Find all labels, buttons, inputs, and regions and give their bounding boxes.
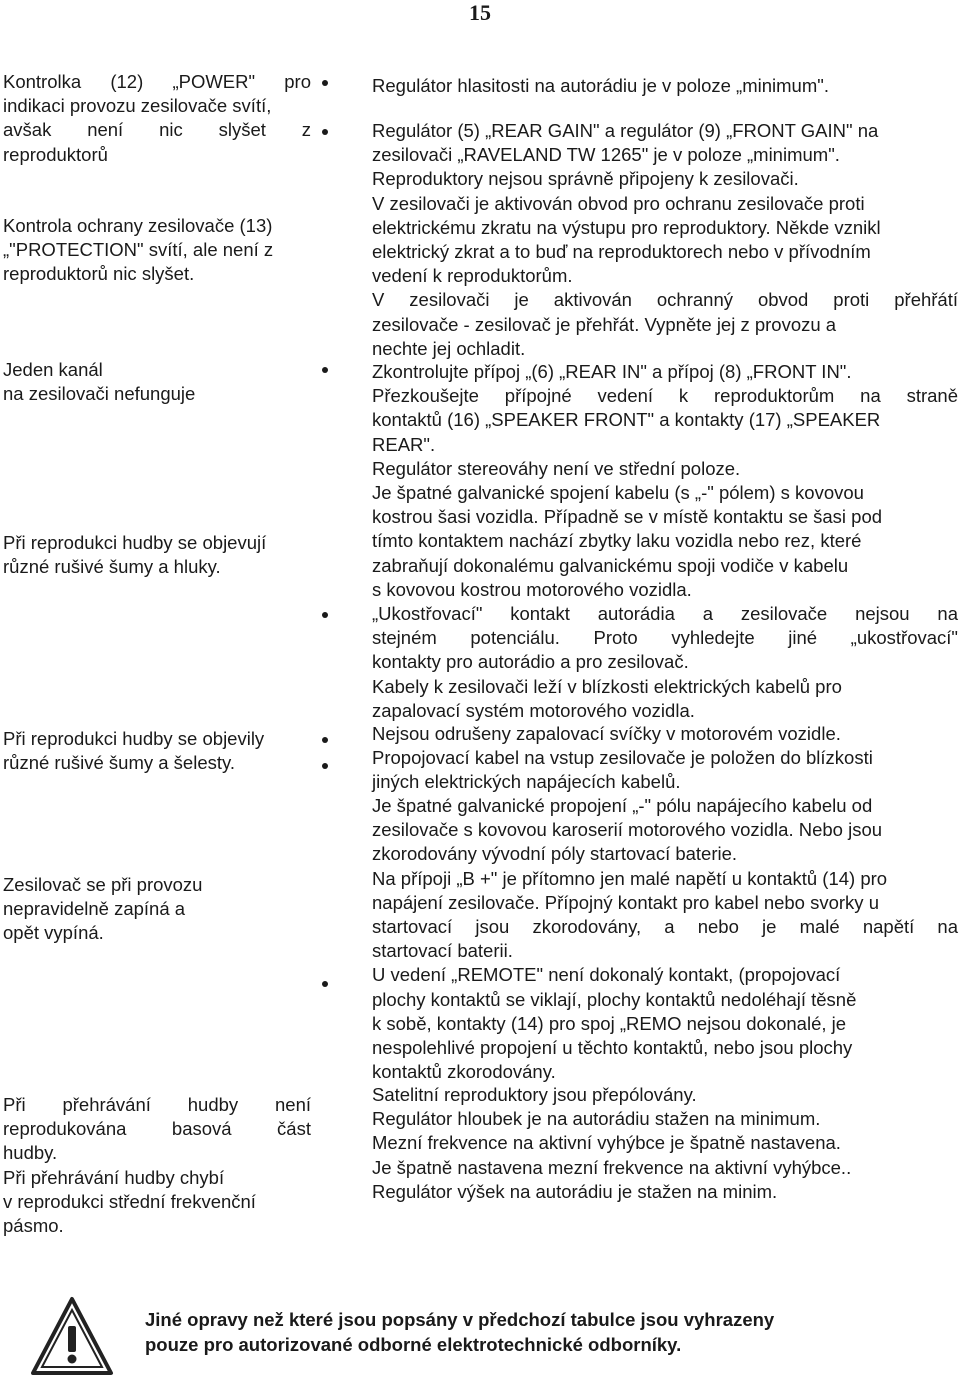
solution-line: REAR". [372,433,436,455]
bullet-icon [322,129,328,135]
bullet-icon [322,981,328,987]
solution-line: elektrickému zkratu na výstupu pro reproduktory. Někde vznikl [372,216,881,238]
solution-line: napájení zesilovače. Přípojný kontakt pro kabel nebo svorky u [372,891,879,913]
problem-line: Při přehrávání hudby chybí [3,1166,225,1188]
problem-line: na zesilovači nefunguje [3,383,196,405]
problem-line: avšak není nic slyšet z [3,119,311,141]
solution-line: zkorodovány vývodní póly startovací baterie. [372,843,738,865]
footer-note [145,1308,925,1357]
bullet-icon [322,737,328,743]
solution-line: Satelitní reproduktory jsou přepólovány. [372,1084,697,1105]
solution-power [372,794,958,1084]
solution-line: Regulátor výšek na autorádiu je stažen na minim. [372,1180,778,1202]
solution-line: „Ukostřovací" kontakt autorádia a zesilovače nejsou na [372,603,958,625]
problem-line: hudby. [3,1142,58,1164]
problem-line: Kontrolka (12) „POWER" pro [3,71,311,92]
problem-line: různé rušivé šumy a šelesty. [3,752,236,774]
solution-line: elektrický zkrat a to buď na reproduktorech nebo v přívodním [372,241,871,263]
problem-line: reprodukována basová část [3,1118,311,1140]
solution-line: kontaktů zkorodovány. [372,1061,556,1083]
problem-line: reproduktorů [3,143,108,165]
solution-line: startovací jsou zkorodovány, a nebo je malé napětí na [372,916,958,938]
problem-one-channel [3,358,311,406]
solution-line: Regulátor stereováhy není ve střední poloze. [372,457,741,479]
problem-line: Jeden kanál [3,359,103,380]
problem-line: Při reprodukci hudby se objevují [3,532,267,553]
solution-line: Přezkoušejte přípojné vedení k reproduktorům na straně [372,385,958,407]
solution-line: tímto kontaktem nachází zbytky laku vozidla nebo rez, které [372,530,862,552]
solution-line: Je špatné galvanické propojení „-" pólu napájecího kabelu od [372,795,873,816]
problem-noise-hum [3,531,311,579]
solution-line: kontaktů (16) „SPEAKER FRONT" a kontakty (17) „SPEAKER [372,409,881,431]
solution-line: zapalovací systém motorového vozidla. [372,699,695,721]
problem-line: reproduktorů nic slyšet. [3,263,195,285]
solution-ground [372,481,958,723]
solution-line: Nejsou odrušeny zapalovací svíčky v motorovém vozidle. [372,723,841,744]
solution-line: Regulátor hlasitosti na autorádiu je v poloze „minimum". [372,75,829,96]
solution-inputs-speakers [372,360,958,481]
problem-protection [3,214,311,287]
solution-line: stejném potenciálu. Proto vyhledejte jiné „ukostřovací" [372,627,958,649]
solution-line: kostrou šasi vozidla. Případně se v místě kontaktu se šasi pod [372,506,883,528]
problem-line: různé rušivé šumy a hluky. [3,556,221,578]
solution-line: Propojovací kabel na vstup zesilovače je položen do blízkosti [372,747,873,769]
solution-line: k sobě, kontakty (14) pro spoj „REMO nejsou dokonalé, je [372,1012,847,1034]
problem-bass-mid-missing [3,1093,311,1238]
solution-gain-protection [372,119,958,361]
solution-line: jiných elektrických napájecích kabelů. [372,771,681,793]
bullet-icon [322,612,328,618]
problem-line: opět vypíná. [3,922,104,944]
solution-line: Reproduktory nejsou správně připojeny k zesilovači. [372,168,799,190]
solution-line: zabraňují dokonalému galvanickému spoji vodiče v kabelu [372,554,849,576]
solution-line: Kabely k zesilovači leží v blízkosti elektrických kabelů pro [372,675,842,697]
solution-volume [372,74,958,98]
solution-line: zesilovače s kovovou karoserií motorového vozidla. Nebo jsou [372,819,883,841]
solution-line: s kovovou kostrou motorového vozidla. [372,578,692,600]
warning-triangle-icon [30,1296,114,1376]
problem-line: v reprodukci střední frekvenční [3,1190,256,1212]
problem-amp-toggles [3,873,311,946]
solution-line: Je špatně nastavena mezní frekvence na aktivní vyhýbce.. [372,1156,852,1178]
solution-line: nespolehlivé propojení u těchto kontaktů, nebo jsou plochy [372,1037,853,1059]
solution-line: Zkontrolujte přípoj „(6) „REAR IN" a přípoj (8) „FRONT IN". [372,361,852,382]
solution-line: Je špatné galvanické spojení kabelu (s „-" pólem) s kovovou [372,482,864,503]
solution-line: U vedení „REMOTE" není dokonalý kontakt, (propojovací [372,964,841,986]
solution-line: Mezní frekvence na aktivní vyhýbce je špatně nastavena. [372,1132,841,1154]
solution-spark-plugs [372,722,958,795]
solution-line: plochy kontaktů se viklají, plochy kontaktů nedoléhají těsně [372,988,857,1010]
problem-line: nepravidelně zapíná a [3,898,186,920]
problem-line: pásmo. [3,1215,64,1237]
problem-noise-rustle [3,727,311,775]
bullet-icon [322,763,328,769]
solution-line: V zesilovači je aktivován ochranný obvod proti přehřátí [372,289,958,311]
solution-line: Na přípoji „B +" je přítomno jen malé napětí u kontaktů (14) pro [372,867,888,889]
solution-line: nechte jej ochladit. [372,337,526,359]
page-number: 15 [469,0,491,25]
problem-line: indikaci provozu zesilovače svítí, [3,95,272,117]
problem-line: Zesilovač se při provozu [3,874,203,895]
solution-line: zesilovači „RAVELAND TW 1265" je v poloze „minimum". [372,144,840,166]
solution-line: V zesilovači je aktivován obvod pro ochranu zesilovače proti [372,192,865,214]
solution-line: Regulátor hloubek je na autorádiu stažen na minimum. [372,1108,821,1130]
problem-line: Při reprodukci hudby se objevily [3,728,265,749]
solution-line: vedení k reproduktorům. [372,265,573,287]
problem-line: Kontrola ochrany zesilovače (13) [3,215,273,236]
solution-line: Regulátor (5) „REAR GAIN" a regulátor (9) „FRONT GAIN" na [372,120,879,141]
solution-line: kontakty pro autorádio a pro zesilovač. [372,651,689,673]
footer-line: pouze pro autorizované odborné elektrotechnické odborníky. [145,1333,682,1355]
solution-line: startovací baterii. [372,940,513,962]
bullet-icon [322,367,328,373]
solution-speakers-crossover [372,1083,958,1204]
problem-line: „"PROTECTION" svítí, ale není z [3,239,274,261]
solution-line: zesilovače - zesilovač je přehřát. Vypněte jej z provozu a [372,313,837,335]
bullet-icon [322,80,328,86]
problem-power-no-sound [3,70,311,167]
problem-line: Při přehrávání hudby není [3,1094,311,1115]
footer-line: Jiné opravy než které jsou popsány v předchozí tabulce jsou vyhrazeny [145,1309,775,1330]
